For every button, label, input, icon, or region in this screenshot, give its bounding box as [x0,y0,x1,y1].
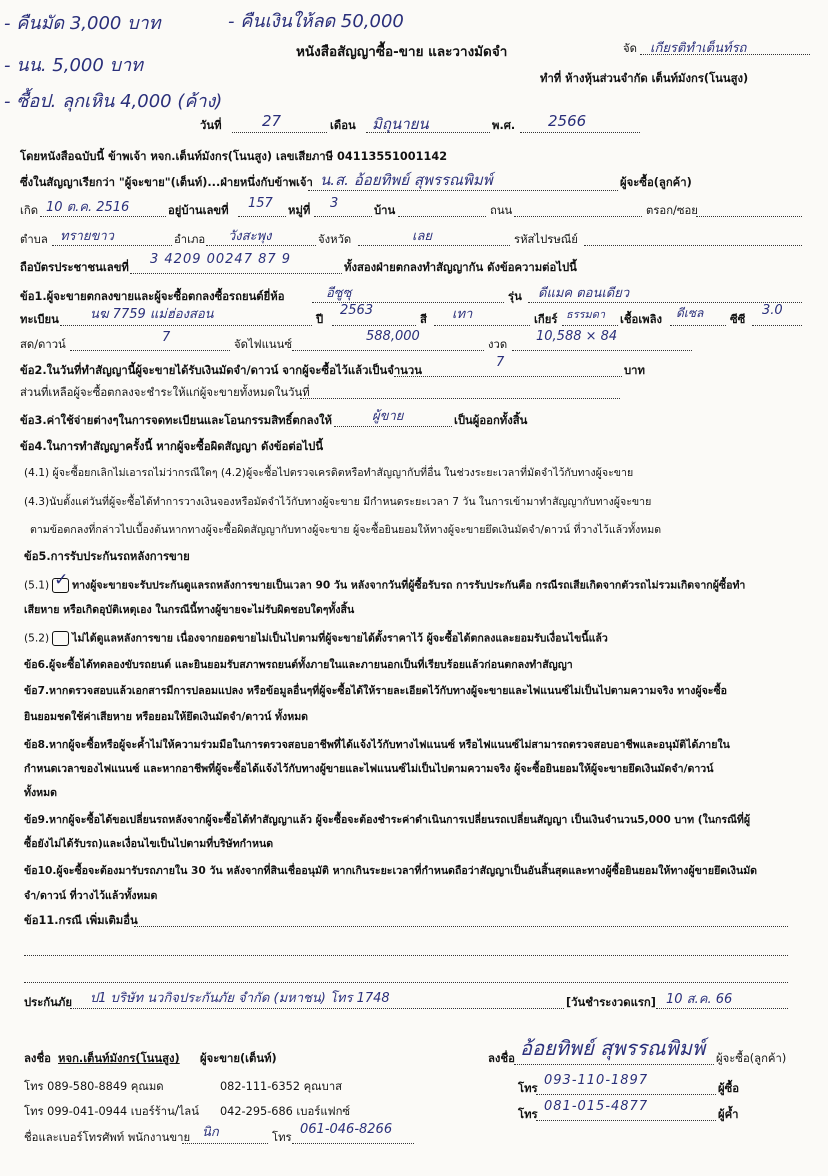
deposit-unit: บาท [624,364,645,377]
clause5-option1 [24,570,746,593]
date-month: มิถุนายน [372,115,429,133]
village-label: บ้าน [374,204,396,217]
staff-tel-label: โทร [272,1131,292,1144]
road-label: ถนน [490,204,513,217]
seller-tel-3: โทร 099-041-0944 เบอร์ร้าน/ไลน์ [24,1105,199,1118]
zip-label: รหัสไปรษณีย์ [514,233,578,246]
first-payment-label: [วันชำระงวดแรก] [566,996,656,1009]
intro-line-1: โดยหนังสือฉบับนี้ ข้าพเจ้า หจก.เต็นท์มังกร(โนนสูง) เลขเสียภาษี 04113551001142 [20,150,448,163]
clause9-a: ข้อ9.หากผู้จะซื้อได้ขอเปลี่ยนรถหลังจากผู้จะซื้อได้ทำสัญญาแล้ว ผู้จะซื้อจะต้องชำระค่าดำเนินการเปลี่ยนรถเปลี่ยนสัญญา เป็นเงินจำนวน5,000 บาท (ในกรณีที่ผู้ [24,814,751,826]
date-month-label: เดือน [330,119,356,132]
clause3-tail: เป็นผู้ออกทั้งสิ้น [454,414,528,427]
installment-label: งวด [488,338,508,351]
clause4-label: ข้อ4.ในการทำสัญญาครั้งนี้ หากผู้จะซื้อผิดสัญญา ดังข้อต่อไปนี้ [20,440,324,453]
option2-number: (5.2) [24,632,50,645]
tambon-label: ตำบล [20,233,48,246]
buyer-who-2: ผู้ค้ำ [718,1108,739,1121]
intro-line-2a: ซึ่งในสัญญาเรียกว่า "ผู้จะขาย"(เต็นท์)...ฝ่ายหนึ่งกับข้าพเจ้า [20,176,313,189]
id-value: 3 4209 00247 87 9 [150,252,292,267]
clause11-label: ข้อ11.กรณี เพิ่มเติมอื่น [24,914,138,927]
cc-label: ซีซี [730,313,746,326]
date-day-label: วันที่ [200,119,222,132]
car-gear: ธรรมดา [566,308,606,321]
clause8-a: ข้อ8.หากผู้จะซื้อหรือผู้จะค้ำไม่ให้ความร่วมมือในการตรวจสอบอาชีพที่ได้แจ้งไว้กับทางไฟแนนซ์ หรือไฟแนนซ์ไม่สามารถตรวจสอบอาชีพและอนุมัติได้ภายใน [24,739,730,751]
buyer-tel-2: 081-015-4877 [544,1099,649,1114]
option2-text: ไม่ได้ดูแลหลังการขาย เนื่องจากยอดขายไม่เป็นไปตามที่ผู้จะขายได้ตั้งราคาไว้ ผู้จะซื้อได้ตกลงและยอมรับเงื่อนไขนี้แล้ว [72,632,608,645]
clause5-option2 [24,631,608,646]
clause2-rest: ส่วนที่เหลือผู้จะซื้อตกลงจะชำระให้แก่ผู้จะขายทั้งหมดในวันที่ [20,386,310,399]
moo-label: หมู่ที่ [288,204,311,217]
buyer-tel-label-2: โทร [518,1108,538,1121]
date-year-label: พ.ศ. [492,119,516,132]
clause7-a: ข้อ7.หากตรวจสอบแล้วเอกสารมีการปลอมแปลง หรือข้อมูลอื่นๆที่ผู้จะซื้อได้ให้รายละเอียดไว้กับทางผู้จะขายและไฟแนนซ์ไม่เป็นไปตามความจริง ทางผู้จะซื้อ [24,685,728,697]
note-line-1a: - คืนมัด 3,000 บาท [4,13,161,34]
down-value: 7 [162,330,171,345]
seller-role: ผู้จะขาย(เต็นท์) [200,1052,277,1065]
buyer-name: น.ส. อ้อยทิพย์ สุพรรณพิมพ์ [320,171,493,189]
buyer-signature: อ้อยทิพย์ สุพรรณพิมพ์ [520,1036,706,1060]
id-tail: ทั้งสองฝ่ายตกลงทำสัญญากัน ดังข้อความต่อไปนี้ [344,261,577,274]
option2-checkbox[interactable] [52,631,69,646]
note-line-1b: - คืนเงินให้ลด 50,000 [228,11,404,32]
province-label: จังหวัด [318,233,352,246]
car-reg: นฆ 7759 แม่ฮ่องสอน [90,307,214,322]
header-at-label: จัด [623,42,637,55]
buyer-tel-1: 093-110-1897 [544,1073,649,1088]
clause3-label: ข้อ3.ค่าใช้จ่ายต่างๆในการจดทะเบียนและโอนกรรมสิทธิ์ตกลงให้ [20,414,333,427]
clause1-label: ข้อ1.ผู้จะขายตกลงขายและผู้จะซื้อตกลงซื้อรถยนต์ยี่ห้อ [20,290,285,303]
clause4-p1: (4.1) ผู้จะซื้อยกเลิกไม่เอารถไม่ว่ากรณีใดๆ (4.2)ผู้จะซื้อไปตรวจเครดิตหรือทำสัญญากับที่อื่น ในช่วงระยะเวลาที่มัดจำไว้กับทางผู้จะขาย [24,467,634,479]
insurance-label: ประกันภัย [24,996,72,1009]
insurance-value: ป1 บริษัท นวกิจประกันภัย จำกัด (มหาชน) โทร 1748 [90,991,390,1006]
reg-label: ทะเบียน [20,313,59,326]
seller-sign-label: ลงชื่อ [24,1052,51,1065]
installment-value: 10,588 × 84 [536,329,618,344]
clause7-b: ยินยอมชดใช้ค่าเสียหาย หรือยอมให้ยึดเงินมัดจำ/ดาวน์ ทั้งหมด [24,711,309,723]
car-brand: อีซูซุ [326,286,352,301]
buyer-sign-label: ลงชื่อ [488,1052,515,1065]
header-place: ทำที่ ห้างหุ้นส่วนจำกัด เต็นท์มังกร(โนนสูง) [540,72,749,85]
buyer-role: ผู้จะซื้อ(ลูกค้า) [716,1052,787,1065]
car-cc: 3.0 [762,303,783,318]
car-fuel: ดีเซล [676,306,704,320]
clause4-p2: (4.3)นับตั้งแต่วันที่ผู้จะซื้อได้ทำการวางเงินจองหรือมัดจำไว้กับทางผู้จะขาย มีกำหนดระยะเวลา 7 วัน ในการเข้ามาทำสัญญากับทางผู้จะขาย [24,496,652,508]
car-model: ดีแมค ตอนเดียว [538,286,630,301]
clause2-label: ข้อ2.ในวันที่ทำสัญญานี้ผู้จะขายได้รับเงินมัดจำ/ดาวน์ จากผู้จะซื้อไว้แล้วเป็นจำนวน [20,364,422,377]
car-year: 2563 [340,303,374,318]
staff-name: นิก [202,1125,219,1140]
clause10-a: ข้อ10.ผู้จะซื้อจะต้องมารับรถภายใน 30 วัน หลังจากที่สินเชื่ออนุมัติ หากเกินระยะเวลาที่กำหนดถือว่าสัญญาเป็นอันสิ้นสุดและทางผู้ซื้อยินยอมให้ทางผู้ขายยึดเงินมัด [24,865,758,877]
finance-value: 588,000 [366,329,420,344]
option1-text: ทางผู้จะขายจะรับประกันดูแลรถหลังการขายเป็นเวลา 90 วัน หลังจากวันที่ผู้ซื้อรับรถ การรับประกันคือ กรณีรถเสียเกิดจากตัวรถไม่รวมเกิดจากผู้ซื้อทำ [72,579,746,592]
color-label: สี [420,313,427,326]
clause3-who: ผู้ขาย [372,409,404,424]
date-day: 27 [262,112,282,130]
intro-line-2b: ผู้จะซื้อ(ลูกค้า) [620,176,692,189]
buyer-who-1: ผู้ซื้อ [718,1082,740,1095]
option1-checkbox[interactable] [52,570,69,593]
moo-value: 3 [330,196,339,211]
checkmark-icon: ✓ [54,570,69,590]
clause4-p3: ตามข้อตกลงที่กล่าวไปเบื้องต้นหากทางผู้จะซื้อผิดสัญญากับทางผู้จะขาย ผู้จะซื้อยินยอมให้ทางผู้จะขายยึดเงินมัดจำ/ดาวน์ ที่วางไว้แล้วทั้งหมด [30,524,662,536]
born-label: เกิด [20,204,39,217]
clause6: ข้อ6.ผู้จะซื้อได้ทดลองขับรถยนต์ และยินยอมรับสภาพรถยนต์ทั้งภายในและภายนอกเป็นที่เรียบร้อยแล้วก่อนตกลงทำสัญญา [24,659,573,671]
staff-tel: 061-046-8266 [300,1122,393,1137]
house-label: อยู่บ้านเลขที่ [168,204,229,217]
seller-name: หจก.เต็นท์มังกร(โนนสูง) [58,1052,180,1065]
clause10-b: จำ/ดาวน์ ที่วางไว้แล้วทั้งหมด [24,890,158,902]
first-payment-date: 10 ส.ค. 66 [666,992,733,1007]
clause8-c: ทั้งหมด [24,787,58,799]
soi-label: ตรอก/ซอย [646,204,698,217]
car-color: เทา [452,307,473,322]
clause8-b: กำหนดเวลาของไฟแนนซ์ และหากอาชีพที่ผู้จะซื้อได้แจ้งไว้กับทางผู้ขายและไฟแนนซ์ไม่เป็นไปตามความจริง ผู้จะซื้อยินยอมให้ผู้จะขายยึดเงินมัดจำ/ดาวน์ [24,763,714,775]
header-at-value: เกียรติทำเต็นท์รถ [650,41,747,56]
province-value: เลย [412,229,433,244]
note-line-2: - นน. 5,000 บาท [4,55,143,76]
clause9-b: ซื้อยังไม่ได้รับรถ)และเงื่อนไขเป็นไปตามที่บริษัทกำหนด [24,838,274,850]
deposit-amount: 7 [496,355,505,370]
tambon-value: ทรายขาว [60,229,114,244]
staff-label: ชื่อและเบอร์โทรศัพท์ พนักงานขาย [24,1131,191,1144]
document-title: หนังสือสัญญาซื้อ-ขาย และวางมัดจำ [296,44,508,60]
car-year-label: ปี [316,313,324,326]
clause5-label: ข้อ5.การรับประกันรถหลังการขาย [24,550,190,563]
buyer-tel-label-1: โทร [518,1082,538,1095]
amphoe-label: อำเภอ [174,233,206,246]
born-value: 10 ต.ค. 2516 [46,200,130,215]
note-line-3: - ซื้อป. ลุกเหิน 4,000 (ค้าง) [4,91,223,112]
fuel-label: เชื้อเพลิง [620,313,663,326]
finance-label: จัดไฟแนนซ์ [234,338,293,351]
gear-label: เกียร์ [534,313,558,326]
amphoe-value: วังสะพุง [228,229,272,244]
seller-tel-1: โทร 089-580-8849 คุณมด [24,1080,164,1093]
date-year: 2566 [548,112,587,130]
model-label: รุ่น [508,290,522,303]
down-label: สด/ดาวน์ [20,338,66,351]
seller-tel-4: 042-295-686 เบอร์แฟกซ์ [220,1105,351,1118]
house-value: 157 [248,196,273,211]
clause5-option1b: เสียหาย หรือเกิดอุบัติเหตุเอง ในกรณีนี้ทางผู้ขายจะไม่รับผิดชอบใดๆทั้งสิ้น [24,604,355,616]
id-label: ถือบัตรประชาชนเลขที่ [20,261,129,274]
seller-tel-2: 082-111-6352 คุณบาส [220,1080,343,1093]
option1-number: (5.1) [24,579,50,592]
